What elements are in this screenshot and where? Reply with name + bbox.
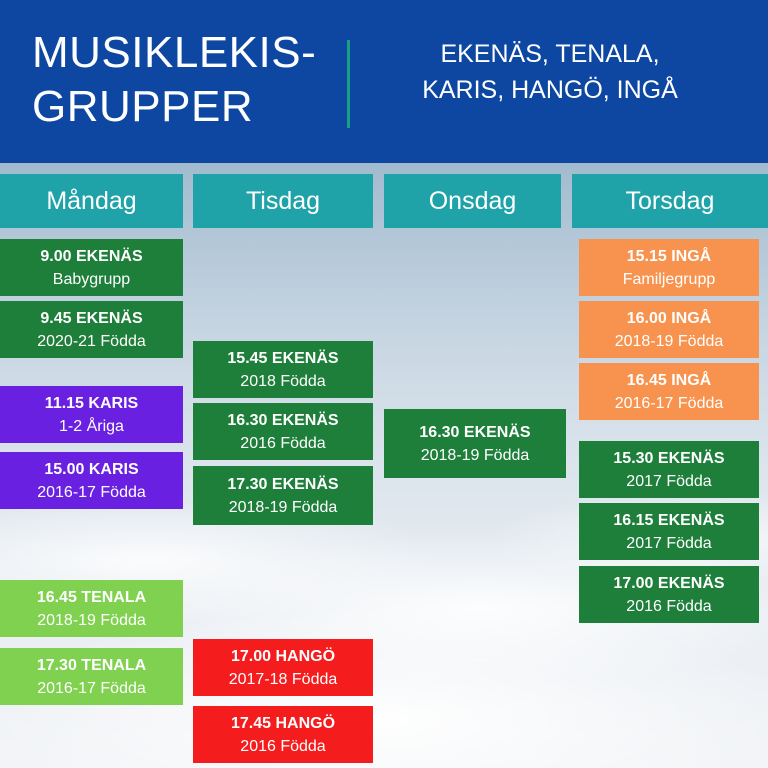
slot-time: 16.45 TENALA xyxy=(36,588,147,606)
slot-group: Babygrupp xyxy=(52,270,131,288)
slot-group: 2016 Födda xyxy=(240,737,326,755)
slot-time: 15.15 INGÅ xyxy=(626,247,712,265)
day-header-tuesday: Tisdag xyxy=(193,174,373,228)
slot-time: 15.30 EKENÄS xyxy=(613,449,725,467)
slot-monday-2 xyxy=(0,301,183,358)
day-header-thursday: Torsdag xyxy=(572,174,768,228)
slot-thursday-3 xyxy=(579,363,759,420)
title-line-1: MUSIKLEKIS- xyxy=(32,28,317,77)
slot-time: 16.00 INGÅ xyxy=(626,309,712,327)
header-banner xyxy=(0,0,768,163)
day-header-monday: Måndag xyxy=(0,174,183,228)
slot-time: 17.30 EKENÄS xyxy=(227,475,339,493)
slot-group: 2017 Födda xyxy=(626,534,712,552)
slot-time: 16.45 INGÅ xyxy=(626,371,712,389)
title-line-2: GRUPPER xyxy=(32,82,254,131)
slot-group: 2017-18 Födda xyxy=(228,670,338,688)
locations-line-1: EKENÄS, TENALA, xyxy=(440,40,660,68)
slot-time: 17.45 HANGÖ xyxy=(230,714,336,732)
slot-tuesday-3 xyxy=(193,466,373,525)
slot-time: 17.00 HANGÖ xyxy=(230,647,336,665)
slot-group: 2016-17 Födda xyxy=(37,679,146,697)
slot-time: 16.30 EKENÄS xyxy=(227,411,339,429)
day-header-wednesday: Onsdag xyxy=(384,174,561,228)
slot-group: 2016-17 Födda xyxy=(614,394,724,412)
header-divider xyxy=(347,40,350,128)
slot-time: 17.30 TENALA xyxy=(36,656,147,674)
page-title xyxy=(32,26,332,134)
slot-time: 11.15 KARIS xyxy=(44,394,139,412)
slot-time: 17.00 EKENÄS xyxy=(613,574,725,592)
slot-group: 2016 Födda xyxy=(626,597,712,615)
slot-group: 2020-21 Födda xyxy=(37,332,146,350)
slot-thursday-5 xyxy=(579,503,759,560)
slot-wednesday-1 xyxy=(384,409,566,478)
slot-group: 2016-17 Födda xyxy=(37,483,146,501)
slot-group: 2018-19 Födda xyxy=(37,611,146,629)
slot-monday-1 xyxy=(0,239,183,296)
slot-monday-3 xyxy=(0,386,183,443)
slot-thursday-4 xyxy=(579,441,759,498)
slot-tuesday-4 xyxy=(193,639,373,696)
slot-group: Familjegrupp xyxy=(622,270,716,288)
slot-thursday-1 xyxy=(579,239,759,296)
slot-group: 2018-19 Födda xyxy=(228,498,338,516)
slot-group: 2017 Födda xyxy=(626,472,712,490)
slot-tuesday-5 xyxy=(193,706,373,763)
slot-monday-5 xyxy=(0,580,183,637)
slot-time: 16.30 EKENÄS xyxy=(419,423,531,441)
slot-group: 2016 Födda xyxy=(240,434,326,452)
locations-text xyxy=(380,36,720,108)
slot-thursday-6 xyxy=(579,566,759,623)
slot-tuesday-1 xyxy=(193,341,373,398)
slot-group: 1-2 Åriga xyxy=(59,417,124,435)
slot-monday-6 xyxy=(0,648,183,705)
slot-thursday-2 xyxy=(579,301,759,358)
locations-line-2: KARIS, HANGÖ, INGÅ xyxy=(422,76,678,104)
slot-tuesday-2 xyxy=(193,403,373,460)
slot-monday-4 xyxy=(0,452,183,509)
slot-group: 2018-19 Födda xyxy=(420,446,530,464)
slot-time: 9.00 EKENÄS xyxy=(40,247,143,265)
slot-time: 15.00 KARIS xyxy=(44,460,139,478)
slot-time: 9.45 EKENÄS xyxy=(40,309,143,327)
slot-group: 2018-19 Födda xyxy=(614,332,724,350)
slot-time: 16.15 EKENÄS xyxy=(613,511,725,529)
slot-time: 15.45 EKENÄS xyxy=(227,349,339,367)
slot-group: 2018 Födda xyxy=(240,372,326,390)
